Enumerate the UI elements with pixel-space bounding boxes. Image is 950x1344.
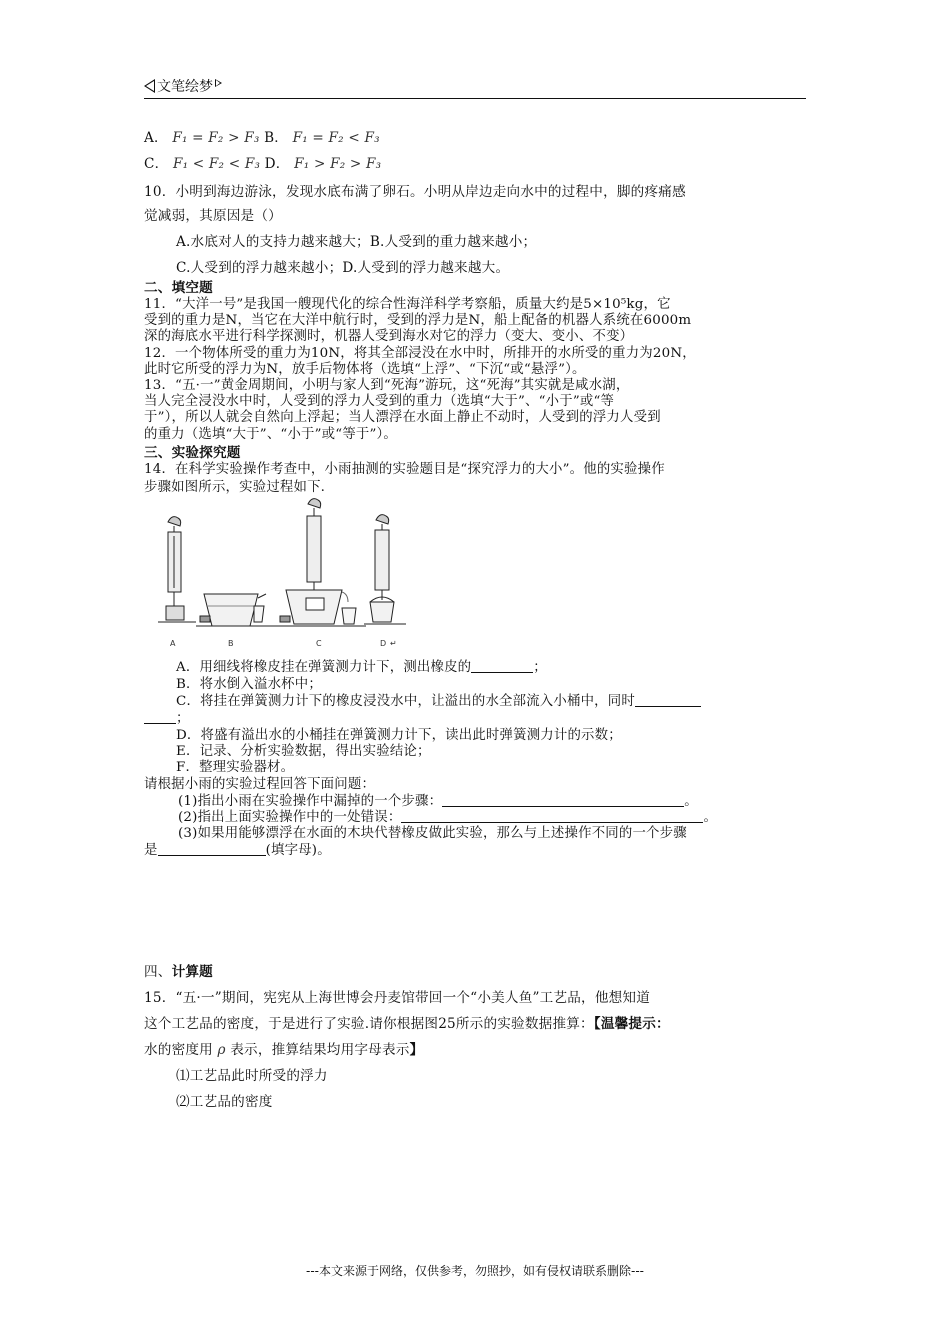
scale-c: [276, 499, 366, 626]
q12-line1: 12．一个物体所受的重力为10N，将其全部浸没在水中时，所排开的水所受的重力为20N，: [144, 346, 696, 361]
return-mark-icon: ↵: [390, 639, 397, 648]
figure-label-a: A: [170, 639, 176, 648]
right-triangle-icon: [215, 79, 222, 87]
q15-line1: 15．“五·一”期间，宪宪从上海世博会丹麦馆带回一个“小美人鱼”工艺品，他想知道: [144, 990, 651, 1006]
section-4-title: 四、计算题: [144, 964, 213, 980]
q15-sub1: ⑴工艺品此时所受的浮力: [176, 1068, 328, 1084]
answer-blank-a[interactable]: [471, 660, 533, 673]
q11-line3: 深的海底水平进行科学探测时，机器人受到海水对它的浮力（变大、变小、不变）: [144, 329, 634, 344]
step-c: C．将挂在弹簧测力计下的橡皮浸没水中，让溢出的水全部流入小桶中，同时: [176, 690, 701, 709]
q12-line2: 此时它所受的浮力为N，放手后物体将（选填“上浮”、“下沉“或“悬浮”）。: [144, 362, 586, 377]
page-header: [144, 74, 806, 99]
answer-blank-c1[interactable]: [635, 694, 701, 707]
page-footer: ---本文来源于网络，仅供参考，勿照抄，如有侵权请联系删除---: [306, 1264, 644, 1278]
q11-line1: 11．“大洋一号”是我国一艘现代化的综合性海洋科学考察船，质量大约是5×10⁵kg，它: [144, 297, 671, 312]
step-e: E．记录、分析实验数据，得出实验结论；: [176, 744, 431, 759]
option-a-expression: F₁ = F₂ > F₃: [172, 130, 260, 146]
q9-options-cd: C． F₁ < F₂ < F₃ D． F₁ > F₂ > F₃: [144, 156, 382, 172]
q13-line4: 的重力（选填“大于”、“小于”或“等于”）。: [144, 427, 398, 442]
q15-line3: 水的密度用 ρ 表示，推算结果均用字母表示】: [144, 1042, 424, 1058]
q13-line3: 于”），所以人就会自然向上浮起；当人漂浮在水面上静止不动时，人受到的浮力人受到: [144, 410, 661, 425]
step-b: B．将水倒入溢水杯中；: [176, 677, 322, 692]
q14-prompt: 请根据小雨的实验过程回答下面问题：: [144, 777, 376, 792]
q14-line1: 14．在科学实验操作考查中，小雨抽测的实验题目是“探究浮力的大小”。他的实验操作: [144, 462, 665, 477]
q11-line2: 受到的重力是N，当它在大洋中航行时，受到的浮力是N，船上配备的机器人系统在6000m: [144, 313, 692, 328]
option-d-expression: F₁ > F₂ > F₃: [294, 156, 382, 172]
figure-label-b: B: [228, 639, 234, 648]
option-b-expression: F₁ = F₂ < F₃: [292, 130, 380, 146]
q14-sub3-line2: 是 (填字母)。: [144, 843, 331, 858]
answer-blank-c2[interactable]: [144, 711, 176, 724]
brand-text: 文笔绘梦: [157, 79, 213, 95]
scale-d: [364, 515, 406, 624]
rho-symbol: ρ: [217, 1042, 226, 1058]
step-c-continued: ；: [144, 707, 190, 726]
q10-options-cd: C.人受到的浮力越来越小；D.人受到的浮力越来越大。: [176, 260, 510, 276]
q10-options-ab: A.水底对人的支持力越来越大；B.人受到的重力越来越小；: [176, 234, 537, 250]
header-brand: [144, 76, 222, 96]
scale-a: [158, 517, 196, 622]
step-f: F．整理实验器材。: [176, 760, 295, 775]
section-2-title: 二、填空题: [144, 280, 213, 296]
q14-sub3-line1: (3)如果用能够漂浮在水面的木块代替橡皮做此实验，那么与上述操作不同的一个步骤: [178, 826, 687, 841]
q10-line2: 觉减弱，其原因是（）: [144, 208, 282, 224]
q9-options-ab: A． F₁ = F₂ > F₃ B． F₁ = F₂ < F₃: [144, 130, 380, 146]
q15-sub2: ⑵工艺品的密度: [176, 1094, 273, 1110]
q14-sub2: (2)指出上面实验操作中的一处错误： 。: [178, 810, 718, 825]
q15-line2: 这个工艺品的密度，于是进行了实验.请你根据图25所示的实验数据推算：【温馨提示：: [144, 1016, 670, 1032]
step-d: D．将盛有溢出水的小桶挂在弹簧测力计下，读出此时弹簧测力计的示数；: [176, 728, 622, 743]
q14-sub1: (1)指出小雨在实验操作中漏掉的一个步骤： 。: [178, 794, 698, 809]
section-3-title: 三、实验探究题: [144, 445, 241, 461]
q13-line1: 13．“五·一”黄金周期间，小明与家人到“死海”游玩，这“死海”其实就是咸水湖，: [144, 378, 630, 393]
q13-line2: 当人完全浸没水中时，人受到的浮力人受到的重力（选填“大于”、“小于”或“等: [144, 394, 615, 409]
option-c-expression: F₁ < F₂ < F₃: [172, 156, 261, 172]
figure-label-c: C: [316, 639, 322, 648]
figure-label-d: D: [380, 639, 387, 648]
experiment-diagram: [156, 498, 426, 650]
overflow-beaker-b: [196, 594, 281, 626]
q10-line1: 10．小明到海边游泳，发现水底布满了卵石。小明从岸边走向水中的过程中，脚的疼痛感: [144, 184, 686, 200]
step-a: A．用细线将橡皮挂在弹簧测力计下，测出橡皮的 ；: [176, 660, 547, 675]
q14-line2: 步骤如图所示，实验过程如下.: [144, 480, 326, 495]
left-triangle-icon: [144, 79, 155, 93]
experiment-figure: [156, 498, 426, 650]
answer-blank-sub3[interactable]: [158, 843, 266, 856]
